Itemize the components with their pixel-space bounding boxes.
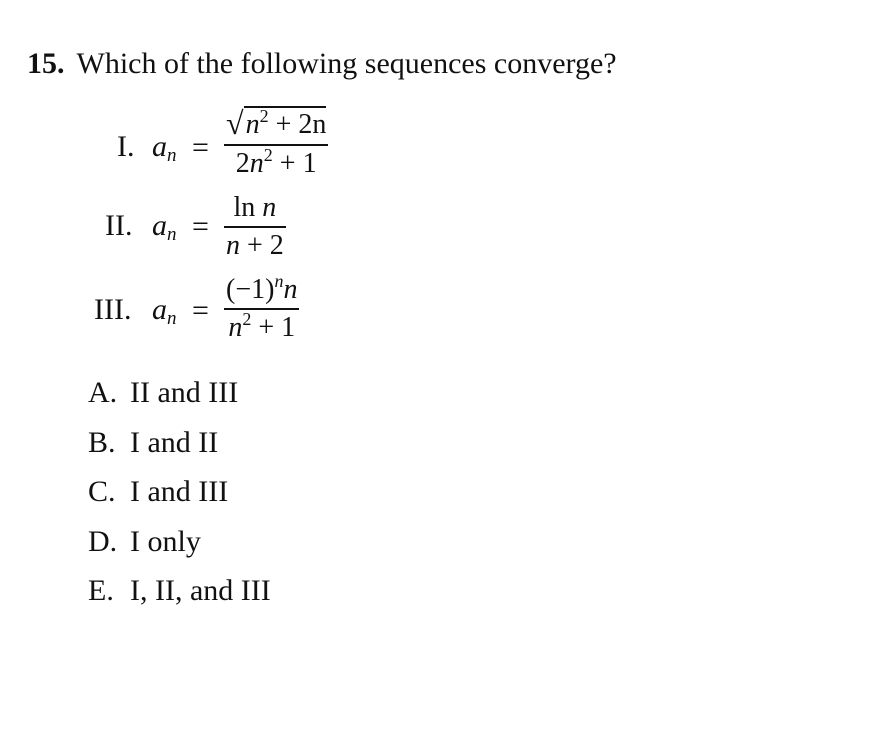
sequence-roman-label: III.: [94, 293, 132, 326]
choice-a[interactable]: [88, 368, 271, 418]
choice-text: II and III: [130, 376, 239, 409]
question-text: Which of the following sequences converge?: [76, 47, 617, 80]
choice-text: I and II: [130, 425, 219, 459]
choice-d[interactable]: [88, 517, 271, 567]
choice-text: I, II, and III: [130, 574, 271, 607]
fraction-numerator: [224, 105, 328, 144]
choice-c[interactable]: [88, 467, 271, 517]
sequence-lhs: $a_n$: [152, 130, 177, 166]
choice-letter: D.: [88, 524, 118, 558]
choice-e[interactable]: [88, 566, 271, 616]
sequence-iii: [0, 272, 888, 352]
question-heading: [27, 44, 617, 84]
fraction-numerator: $(-1)^nn$: [226, 271, 298, 305]
choice-b[interactable]: [88, 418, 271, 468]
choice-letter: B.: [88, 425, 116, 459]
sequence-roman-label: II.: [105, 209, 133, 242]
sequence-ii: [0, 190, 888, 270]
choice-letter: E.: [88, 574, 114, 607]
fraction: [224, 190, 286, 264]
equals-sign: =: [192, 131, 209, 164]
fraction: [224, 105, 328, 182]
answer-choices: [88, 368, 271, 616]
sequence-lhs: $a_n$: [152, 293, 177, 329]
question-number: 15.: [27, 47, 65, 80]
sequence-i: [0, 105, 888, 185]
fraction-denominator: n + 2: [226, 230, 284, 261]
choice-text: I and III: [130, 475, 229, 508]
fraction-denominator: $2n^2 + 1$: [235, 145, 317, 179]
choice-letter: C.: [88, 475, 116, 508]
choice-text: I only: [130, 524, 201, 558]
fraction-denominator: $n^2 + 1$: [228, 309, 296, 343]
fraction-numerator: ln n: [233, 192, 277, 223]
fraction: [224, 272, 299, 346]
equals-sign: =: [192, 294, 209, 327]
sequence-lhs: $a_n$: [152, 209, 177, 245]
square-root: √ $n^2 + 2n$: [226, 105, 327, 141]
equals-sign: =: [192, 210, 209, 243]
choice-letter: A.: [88, 376, 118, 409]
sequence-roman-label: I.: [117, 130, 135, 163]
